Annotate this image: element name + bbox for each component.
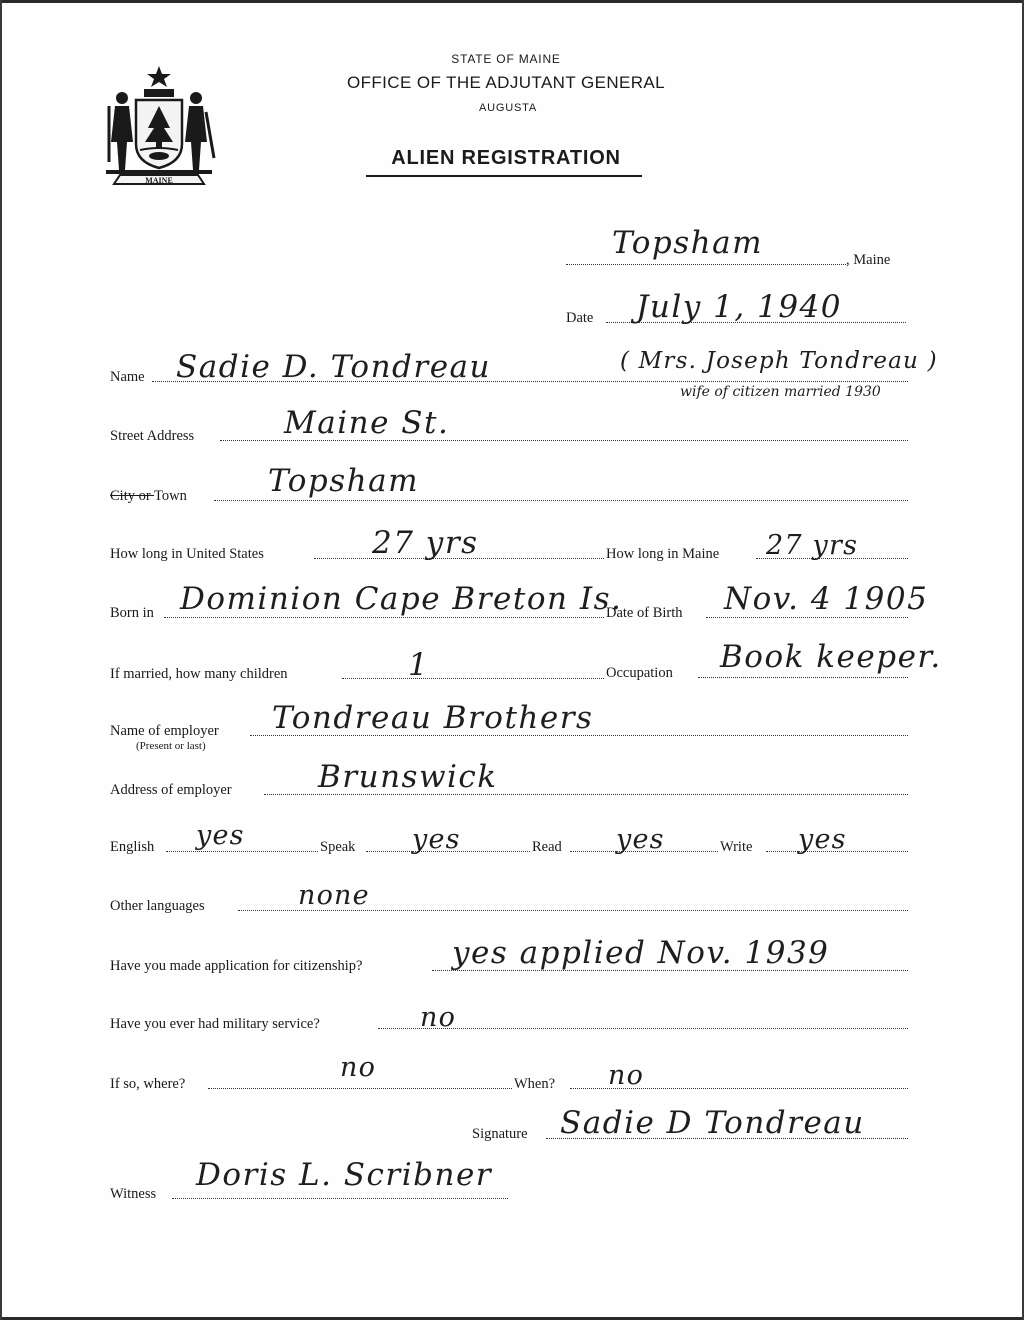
employer-sublabel: (Present or last) [136,740,206,752]
street-address-value: Maine St. [284,405,450,441]
citizenship-value: yes applied Nov. 1939 [452,935,830,971]
other-languages-label: Other languages [110,898,205,914]
employer-value: Tondreau Brothers [272,700,594,736]
read-label: Read [532,839,562,855]
form-title: ALIEN REGISTRATION [391,147,621,169]
date-label: Date [566,310,594,326]
how-long-us-label: How long in United States [110,546,264,562]
children-value: 1 [408,647,430,683]
military-value: no [420,1002,457,1033]
date-of-birth-value: Nov. 4 1905 [724,581,929,617]
title-underline [366,175,642,177]
occupation-field-line [698,677,908,678]
employer-label: Name of employer [110,723,219,739]
header-state: STATE OF MAINE [451,52,561,66]
maine-state-seal [100,62,218,190]
place-suffix-label: , Maine [846,252,891,268]
town-value: Topsham [268,463,420,499]
english-label: English [110,839,155,855]
military-label: Have you ever had military service? [110,1016,320,1032]
where-label: If so, where? [110,1076,186,1092]
born-in-value: Dominion Cape Breton Is. [180,581,623,617]
signature-label: Signature [472,1126,528,1142]
witness-field-line [172,1198,508,1199]
english-value: yes [196,820,245,851]
how-long-maine-value: 27 yrs [766,530,859,561]
date-value: July 1, 1940 [636,289,842,325]
name-note-secondary: wife of citizen married 1930 [680,384,881,400]
when-value: no [608,1060,645,1091]
write-value: yes [798,824,847,855]
name-label: Name [110,369,145,385]
citizenship-label: Have you made application for citizenship? [110,958,363,974]
born-in-field-line [164,617,604,618]
how-long-us-value: 27 yrs [372,525,479,561]
where-value: no [340,1052,377,1083]
place-field-line [566,264,846,265]
scan-edge-top [0,0,1024,3]
witness-value: Doris L. Scribner [196,1157,493,1193]
occupation-label: Occupation [606,665,673,681]
speak-value: yes [412,824,461,855]
city-struck-text: City or [110,488,155,504]
place-value: Topsham [612,225,764,261]
employer-address-value: Brunswick [318,759,498,795]
other-languages-value: none [298,880,370,911]
children-field-line [342,678,604,679]
where-field-line [208,1088,512,1089]
name-value: Sadie D. Tondreau [176,349,491,385]
employer-address-label: Address of employer [110,782,232,798]
when-label: When? [514,1076,556,1092]
town-text: Town [154,488,187,504]
header-office: OFFICE OF THE ADJUTANT GENERAL [346,73,666,92]
svg-text:MAINE: MAINE [145,176,173,185]
how-long-maine-label: How long in Maine [606,546,720,562]
read-value: yes [616,824,665,855]
military-field-line [378,1028,908,1029]
date-of-birth-field-line [706,617,908,618]
signature-value: Sadie D Tondreau [560,1105,865,1141]
speak-label: Speak [320,839,356,855]
name-note: ( Mrs. Joseph Tondreau ) [620,348,938,374]
city-town-field-line [214,500,908,501]
header-city: AUGUSTA [479,102,537,114]
english-field-line [166,851,318,852]
born-in-label: Born in [110,605,154,621]
write-label: Write [720,839,753,855]
scan-edge-left [0,0,2,1320]
date-of-birth-label: Date of Birth [606,605,683,621]
children-label: If married, how many children [110,666,288,682]
occupation-value: Book keeper. [720,639,942,675]
street-address-label: Street Address [110,428,195,444]
city-town-label [110,488,187,505]
witness-label: Witness [110,1186,157,1202]
